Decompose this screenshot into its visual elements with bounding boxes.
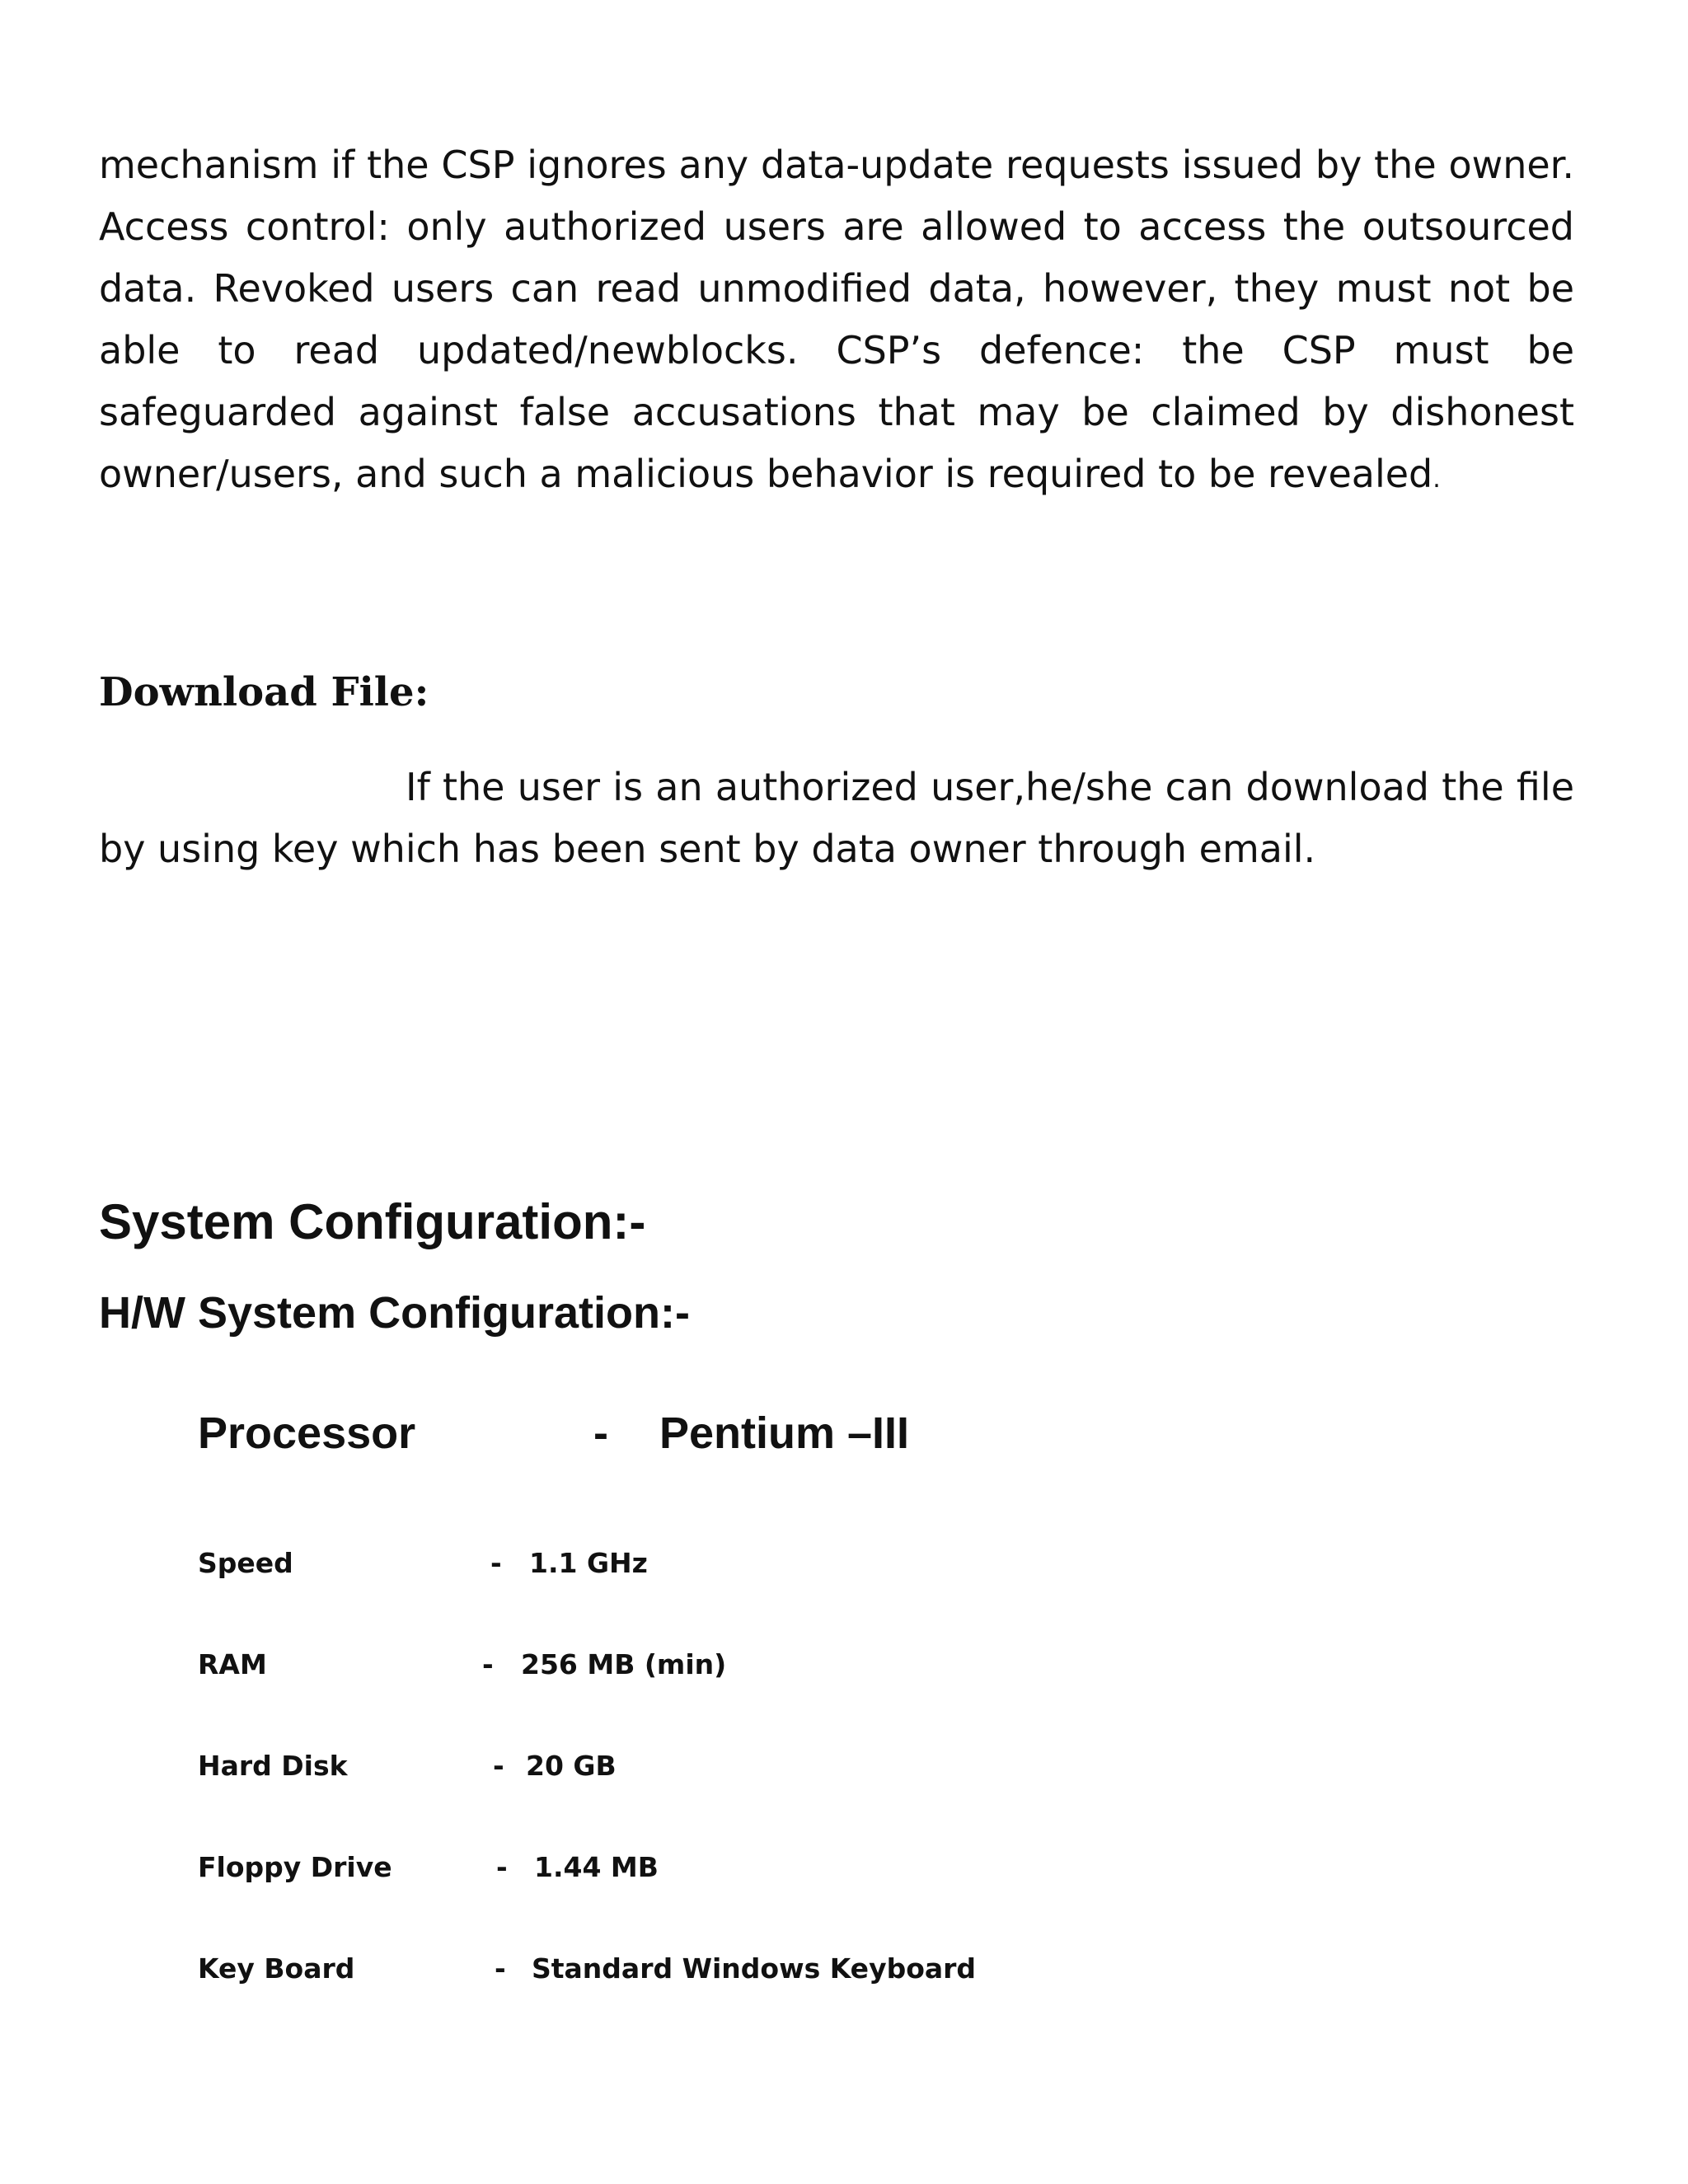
spec-value: 20 GB [526,1750,617,1782]
spec-separator: - [490,1547,502,1579]
spec-label: Key Board [198,1952,355,1985]
system-configuration-heading: System Configuration:- [99,1194,646,1249]
spec-value: Standard Windows Keyboard [532,1952,977,1985]
download-file-heading: Download File: [99,669,429,715]
spec-value: 1.44 MB [534,1851,659,1883]
spec-label: Processor [198,1408,416,1458]
spec-separator: - [493,1750,504,1782]
download-paragraph: If the user is an authorized user,he/she can download the file by using key which has been sent by data owner through email. [99,765,1574,871]
intro-text: mechanism if the CSP ignores any data-update requests issued by the owner. Access control: only authorized users are allowed to access the outsourced data. Revoked users can read unmodified data, however, they must not be able to read updated/newblocks. CSP’s defence: the CSP must be safeguarded against false accusations that may be claimed by dishonest owner/users, and such a malicious behavior is required to be revealed [99,143,1574,496]
spec-separator: - [496,1851,508,1883]
spec-separator: - [593,1408,608,1458]
spec-label: Floppy Drive [198,1851,392,1883]
intro-end-mark: . [1432,465,1441,494]
spec-separator: - [482,1648,494,1680]
spec-label: Speed [198,1547,293,1579]
intro-paragraph [99,134,1574,510]
spec-label: RAM [198,1648,267,1680]
spec-label: Hard Disk [198,1750,348,1782]
spec-value: Pentium –III [659,1408,910,1458]
spec-value: 1.1 GHz [529,1547,648,1579]
spec-value: 256 MB (min) [521,1648,727,1680]
spec-separator: - [495,1952,506,1985]
hw-configuration-heading: H/W System Configuration:- [99,1288,690,1338]
